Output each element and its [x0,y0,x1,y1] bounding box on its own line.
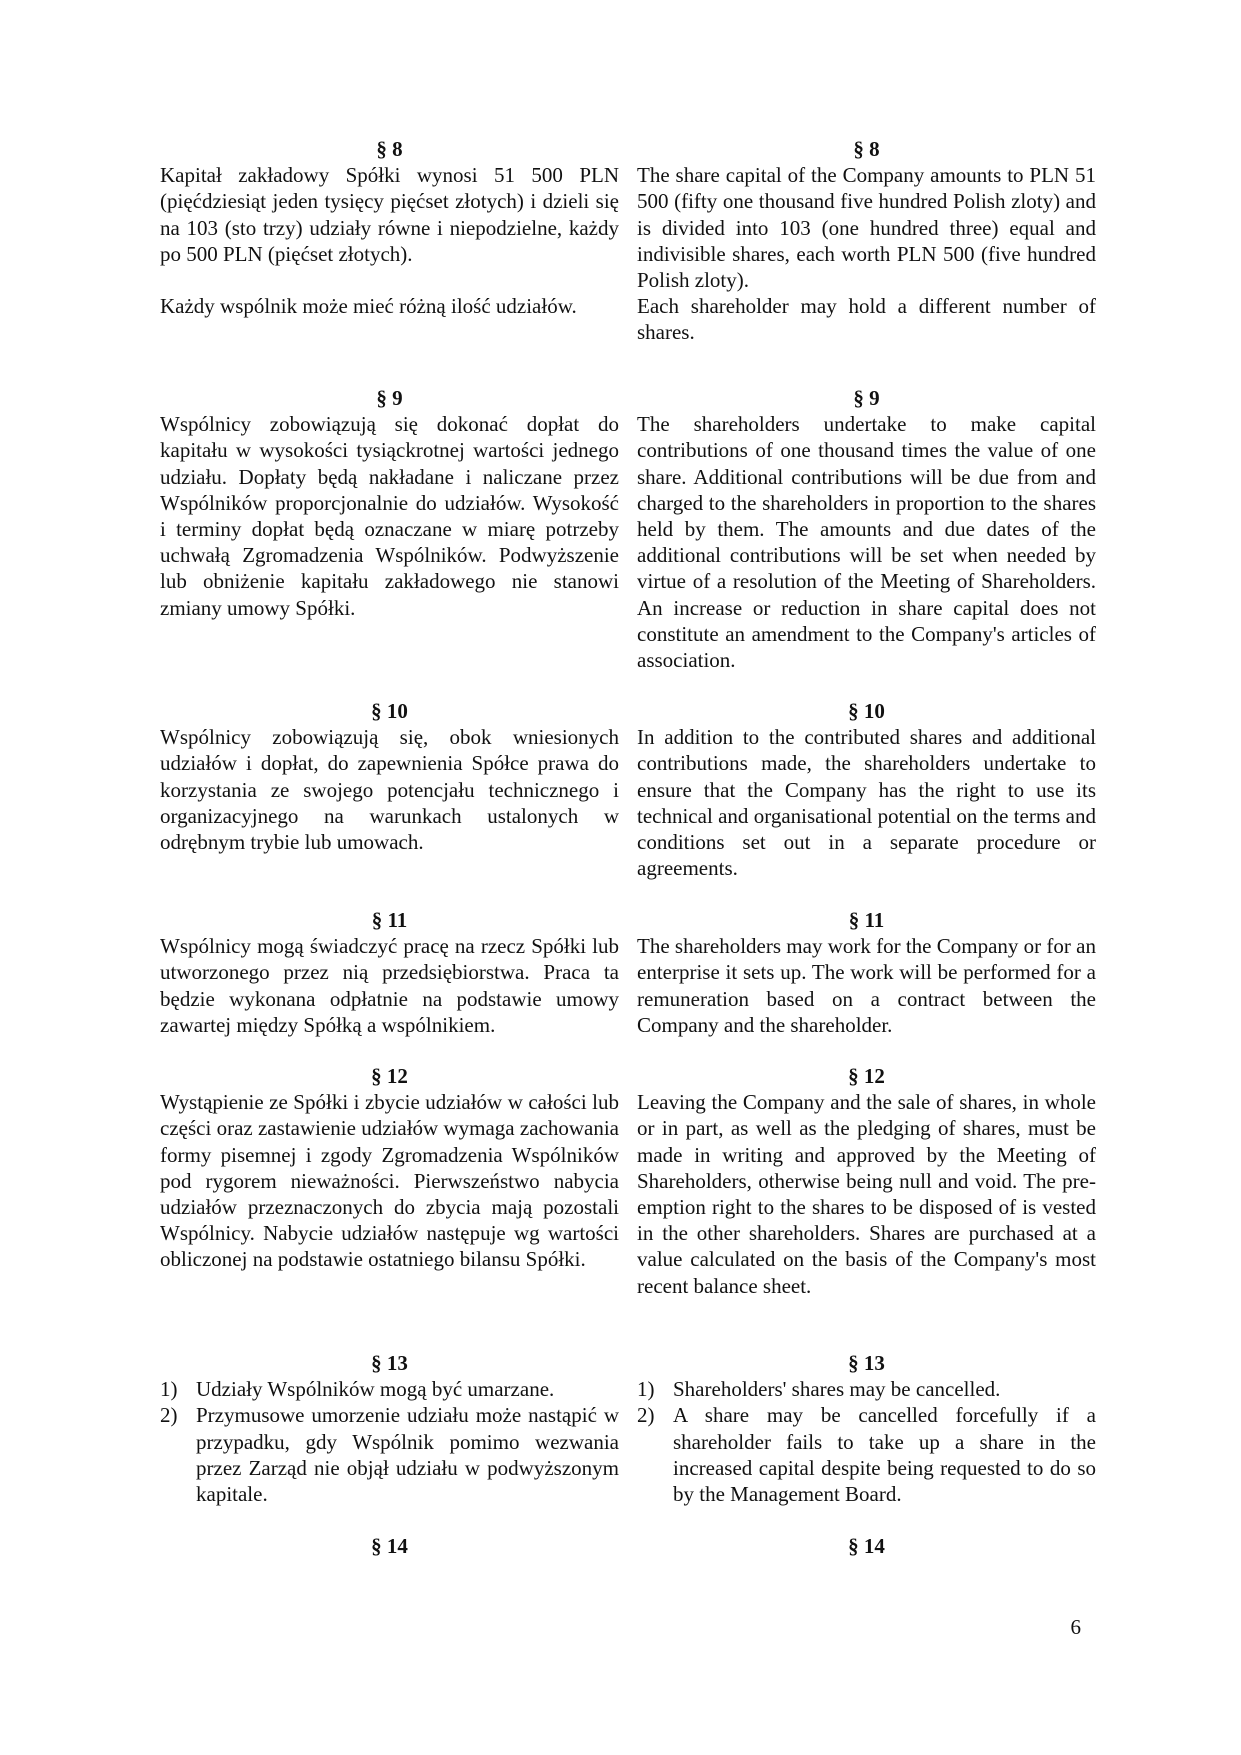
section-14-english [637,1533,1096,1559]
paragraph: Wspólnicy mogą świadczyć pracę na rzecz Spółki lub utworzonego przez nią przedsiębiorstwa. Praca ta będzie wykonana odpłatnie na podstawie umowy zawartej między Spółką a wspólnikiem. [160,934,619,1037]
section-heading: § 12 [848,1064,885,1088]
paragraph: Wspólnicy zobowiązują się, obok wniesionych udziałów i dopłat, do zapewnienia Spółce prawa do korzystania ze swojego potencjału technicznego i organizacyjnego na warunkach ustalonych w odrębnym trybie lub umowach. [160,725,619,855]
paragraph: Each shareholder may hold a different number of shares. [637,294,1096,345]
section-12-polish [160,1063,619,1273]
numbered-list [160,1376,619,1507]
list-item [160,1376,619,1402]
section-heading: § 13 [371,1351,408,1375]
paragraph: Kapitał zakładowy Spółki wynosi 51 500 PLN (pięćdziesiąt jeden tysięcy pięćset złotych) i dzieli się na 103 (sto trzy) udziały równe i niepodzielne, każdy po 500 PLN (pięćset złotych). [160,163,619,266]
paragraph: Wystąpienie ze Spółki i zbycie udziałów w całości lub części oraz zastawienie udziałów wymaga zachowania formy pisemnej i zgody Zgromadzenia Wspólników pod rygorem nieważności. Pierwszeństwo nabycia udziałów przeznaczonych do zbycia mają pozostali Wspólnicy. Nabycie udziałów następuje wg wartości obliczonej na podstawie ostatniego bilansu Spółki. [160,1090,619,1272]
list-item-text: Udziały Wspólników mogą być umarzane. [196,1377,555,1402]
section-9-polish [160,385,619,621]
section-heading: § 13 [848,1351,885,1375]
list-item-text: Shareholders' shares may be cancelled. [673,1377,1001,1402]
section-11-english [637,907,1096,1038]
list-item [160,1402,619,1507]
paragraph: The share capital of the Company amounts to PLN 51 500 (fifty one thousand five hundred Polish zloty) and is divided into 103 (one hundred three) equal and indivisible shares, each worth PLN 500 (five hundred Polish zloty). [637,163,1096,293]
page-number: 6 [1070,1615,1081,1639]
list-item-number: 1) [637,1377,655,1402]
paragraph: The shareholders may work for the Company or for an enterprise it sets up. The work will be performed for a remuneration based on a contract between the Company and the shareholder. [637,934,1096,1037]
list-item-number: 2) [637,1403,655,1428]
list-item-number: 1) [160,1377,178,1402]
paragraph: Wspólnicy zobowiązują się dokonać dopłat do kapitału w wysokości tysiąckrotnej wartości jednego udziału. Dopłaty będą nakładane i naliczane przez Wspólników proporcjonalnie do udziałów. Wysokość i terminy dopłat będą oznaczane w miarę potrzeby uchwałą Zgromadzenia Wspólników. Podwyższenie lub obniżenie kapitału zakładowego nie stanowi zmiany umowy Spółki. [160,412,619,620]
section-heading: § 10 [848,699,885,723]
paragraph: Każdy wspólnik może mieć różną ilość udziałów. [160,294,577,319]
section-14-polish [160,1533,619,1559]
section-8-polish [160,136,619,319]
section-13-english [637,1350,1096,1507]
section-heading: § 8 [853,137,880,161]
section-heading: § 14 [848,1534,885,1558]
numbered-list [637,1376,1096,1507]
section-8-english [637,136,1096,346]
list-item [637,1402,1096,1507]
section-13-polish [160,1350,619,1507]
section-heading: § 10 [371,699,408,723]
list-item-text: A share may be cancelled forcefully if a shareholder fails to take up a share in the increased capital despite being requested to do so by the Management Board. [673,1403,1096,1507]
list-item [637,1376,1096,1402]
section-10-english [637,698,1096,881]
section-heading: § 9 [853,386,880,410]
paragraph: In addition to the contributed shares and additional contributions made, the shareholders undertake to ensure that the Company has the right to use its technical and organisational potential on the terms and conditions set out in a separate procedure or agreements. [637,725,1096,881]
paragraph: The shareholders undertake to make capital contributions of one thousand times the value of one share. Additional contributions will be due from and charged to the shareholders in proportion to the shares held by them. The amounts and due dates of the additional contributions will be set when needed by virtue of a resolution of the Meeting of Shareholders. An increase or reduction in share capital does not constitute an amendment to the Company's articles of association. [637,412,1096,673]
section-heading: § 11 [848,908,885,932]
section-heading: § 8 [376,137,403,161]
section-11-polish [160,907,619,1038]
section-heading: § 12 [371,1064,408,1088]
section-heading: § 14 [371,1534,408,1558]
section-10-polish [160,698,619,855]
list-item-number: 2) [160,1403,178,1428]
section-heading: § 11 [371,908,408,932]
section-9-english [637,385,1096,673]
list-item-text: Przymusowe umorzenie udziału może nastąpić w przypadku, gdy Wspólnik pomimo wezwania przez Zarząd nie objął udziału w podwyższonym kapitale. [196,1403,619,1507]
section-12-english [637,1063,1096,1299]
paragraph: Leaving the Company and the sale of shares, in whole or in part, as well as the pledging of shares, must be made in writing and approved by the Meeting of Shareholders, otherwise being null and void. The pre-emption right to the shares to be disposed of is vested in the other shareholders. Shares are purchased at a value calculated on the basis of the Company's most recent balance sheet. [637,1090,1096,1298]
section-heading: § 9 [376,386,403,410]
